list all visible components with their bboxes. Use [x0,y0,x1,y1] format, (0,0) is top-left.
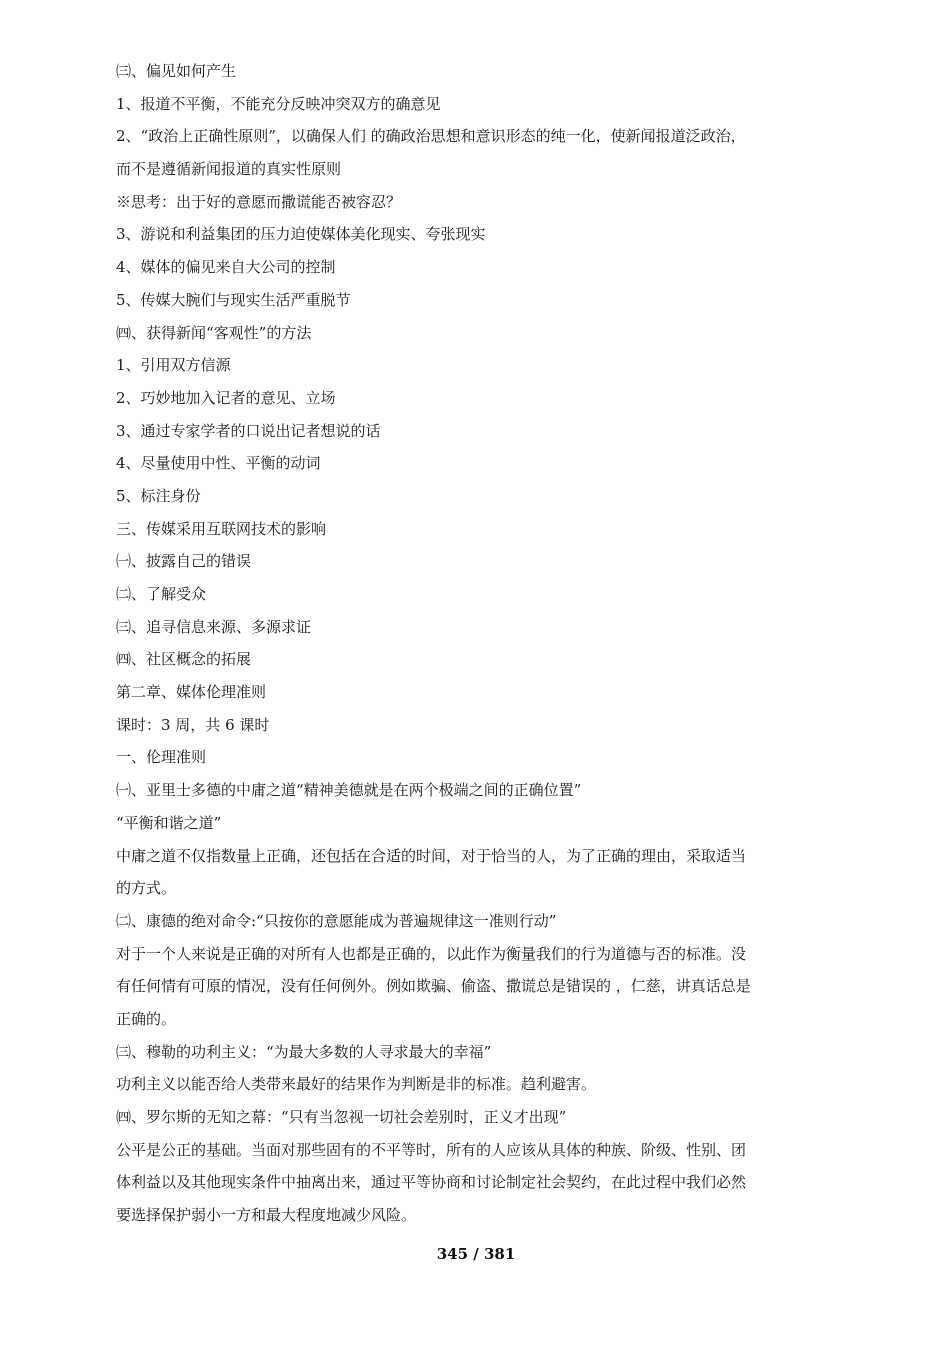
text-line: ※思考：出于好的意愿而撒谎能否被容忍？ [116,192,402,211]
section-heading: 一、伦理准则 [116,748,207,767]
text-line: 5、标注身份 [116,486,201,505]
chapter-heading: 第二章、媒体伦理准则 [116,683,267,702]
text-line: “平衡和谐之道” [116,813,222,832]
text-line: 1、引用双方信源 [116,356,231,375]
page-number: 345 / 381 [436,1245,516,1263]
text-line: 公平是公正的基础。当面对那些固有的不平等时，所有的人应该从具体的种族、阶级、性别、团 [116,1140,747,1159]
text-line: 5、传媒大腕们与现实生活严重脱节 [116,290,351,309]
text-line: 有任何情有可原的情况，没有任何例外。例如欺骗、偷盗、撒谎总是错误的 ，仁慈，讲真话总是 [116,977,751,996]
section-heading: ㈣、获得新闻“客观性”的方法 [116,323,312,342]
text-line: 体利益以及其他现实条件中抽离出来，通过平等协商和讨论制定社会契约，在此过程中我们必然 [116,1173,747,1192]
text-line: 中庸之道不仅指数量上正确，还包括在合适的时间，对于恰当的人，为了正确的理由，采取适当 [116,846,747,865]
text-line: ㈡、了解受众 [116,585,207,603]
text-line: 课时：3 周，共 6 课时 [116,715,270,734]
text-line: 2、“政治上正确性原则”，以确保人们 的确政治思想和意识形态的纯一化，使新闻报道泛政治， [116,127,746,146]
text-line: ㈠、披露自己的错误 [116,552,252,571]
text-line: 而不是遵循新闻报道的真实性原则 [116,160,342,179]
text-line: 对于一个人来说是正确的对所有人也都是正确的，以此作为衡量我们的行为道德与否的标准。没 [116,944,747,963]
text-line: ㈢、追寻信息来源、多源求证 [116,617,312,636]
text-line: 2、巧妙地加入记者的意见、立场 [116,388,336,407]
document-body [116,55,838,1232]
text-line: ㈡、康德的绝对命令:“只按你的意愿能成为普遍规律这一准则行动” [116,911,557,930]
text-line: 功利主义以能否给人类带来最好的结果作为判断是非的标准。趋利避害。 [116,1075,597,1094]
text-line: ㈢、穆勒的功利主义：“为最大多数的人寻求最大的幸福” [116,1042,492,1061]
text-line: 1、报道不平衡，不能充分反映冲突双方的确意见 [116,94,441,113]
text-line: ㈣、社区概念的拓展 [116,650,252,669]
text-line: 4、尽量使用中性、平衡的动词 [116,454,321,473]
text-line: 3、游说和利益集团的压力迫使媒体美化现实、夸张现实 [116,225,486,244]
text-line: ㈠、亚里士多德的中庸之道“精神美德就是在两个极端之间的正确位置” [116,781,582,800]
text-line: 正确的。 [116,1009,177,1028]
text-line: ㈢、偏见如何产生 [116,62,237,80]
text-line: ㈣、罗尔斯的无知之幕：“只有当忽视一切社会差别时，正义才出现” [116,1108,567,1126]
text-line: 4、媒体的偏见来自大公司的控制 [116,258,336,277]
text-line: 的方式。 [116,879,177,898]
text-line: 3、通过专家学者的口说出记者想说的话 [116,421,381,440]
text-line: 要选择保护弱小一方和最大程度地减少风险。 [116,1206,417,1225]
section-heading: 三、传媒采用互联网技术的影响 [116,519,327,538]
